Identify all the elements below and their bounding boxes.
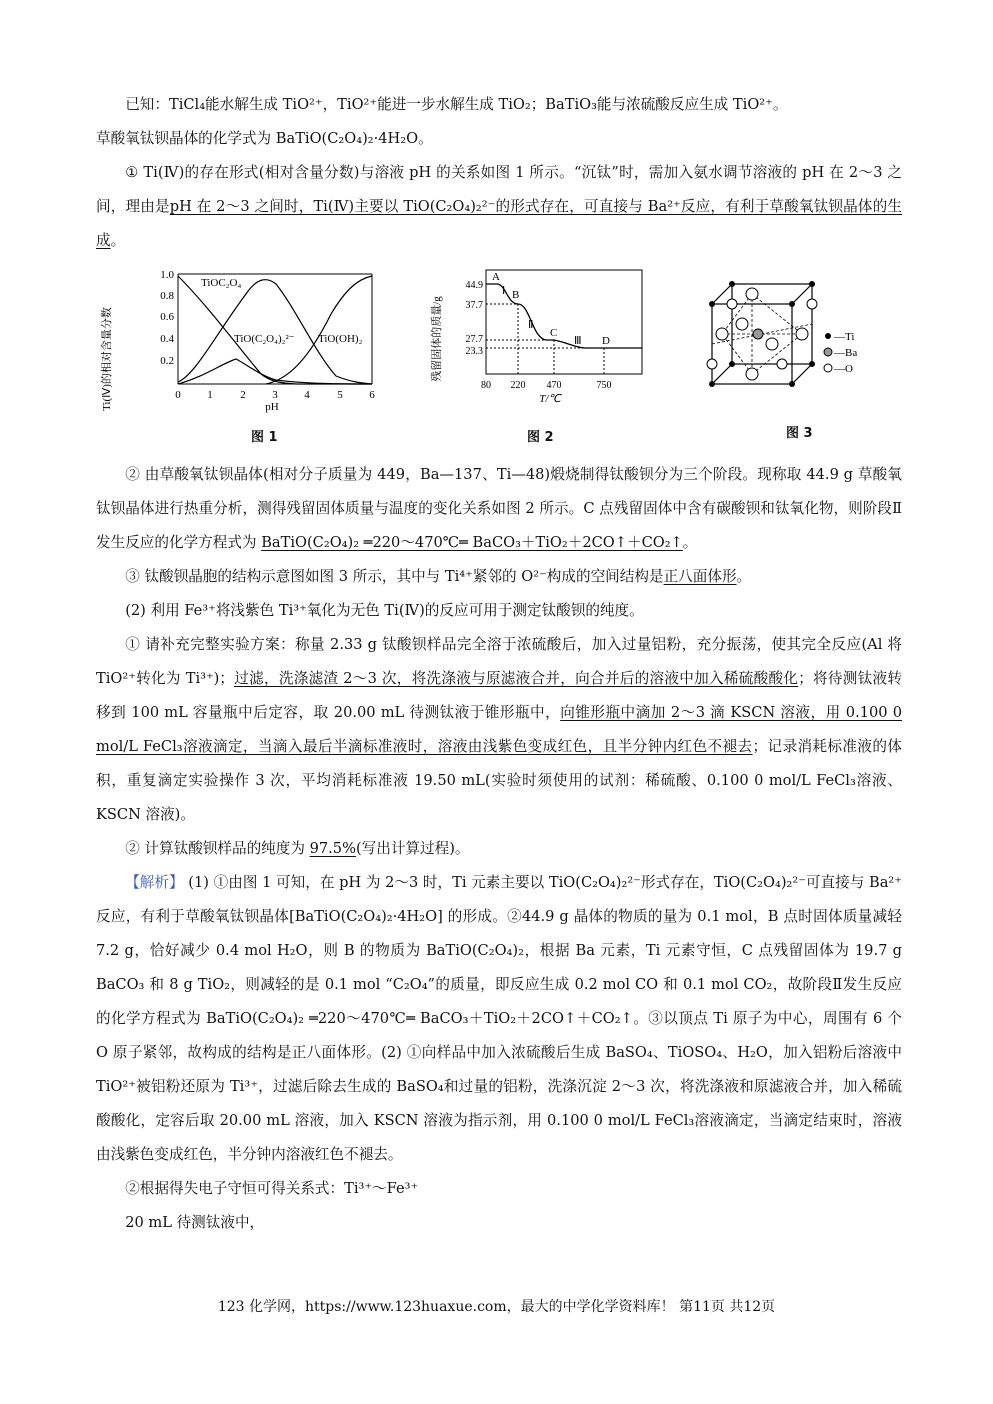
fig2-curve [486, 284, 642, 348]
fig1-xtick: 4 [304, 389, 310, 401]
fig2-ytick: 44.9 [465, 280, 483, 291]
q4-text-2: ；将待测钛液转移到 100 mL 容量瓶中后定容，取 20.00 mL 待测钛液于锥形瓶中， [96, 670, 902, 721]
fig2-stage-label: Ⅱ [528, 319, 534, 331]
fig1-xtick: 2 [240, 389, 246, 401]
figure-2-chart [426, 264, 656, 424]
paragraph-analysis [96, 866, 902, 1172]
fig2-point-label: D [602, 335, 610, 347]
q3-text: ③ 钛酸钡晶胞的结构示意图如图 3 所示，其中与 Ti⁴⁺紧邻的 O²⁻构成的空间结构是 [125, 568, 664, 585]
fig1-ytick: 1.0 [160, 269, 174, 281]
fig2-xtick: 80 [481, 380, 491, 391]
q5-answer: 97.5% [309, 840, 356, 857]
fig1-curve-tioc2o4 [178, 276, 372, 384]
fig2-ytick: 27.7 [465, 334, 483, 345]
document-page [96, 88, 902, 1240]
figure-3-caption: 图 3 [786, 426, 813, 441]
ba-atom [753, 329, 763, 339]
fig1-curve-small [178, 359, 372, 384]
q2-text: ② 由草酸氧钛钡晶体(相对分子质量为 449，Ba—137、Ti—48)煅烧制得钛酸钡分为三个阶段。现称取 44.9 g 草酸氧钛钡晶体进行热重分析，测得残留固体质量与温度的变化关系如图 2 所示。C 点残留固体中含有碳酸钡和钛氧化物，则阶段Ⅱ发生反应的化学方程式为 [96, 466, 902, 551]
figure-2-caption: 图 2 [527, 430, 554, 445]
fig1-curve-label: TiO(OH)₂ [318, 333, 363, 345]
analysis-text: (1) ①由图 1 可知，在 pH 为 2～3 时，Ti 元素主要以 TiO(C₂O₄)₂²⁻形式存在，TiO(C₂O₄)₂²⁻可直接与 Ba²⁺反应，有利于草酸氧钛钡晶体[BaTiO(C₂O₄)₂·4H₂O] 的形成。②44.9 g 晶体的物质的量为 0.1 mol，B 点时固体质量减轻 7.2 g，恰好减少 0.4 mol H₂O，则 B 的物质为 BaTiO(C₂O₄)₂，根据 Ba 元素，Ti 元素守恒，C 点残留固体为 19.7 g BaCO₃ 和 8 g TiO₂，则减轻的是 0.1 mol “C₂O₄”的质量，即反应生成 0.2 mol CO 和 0.1 mol CO₂，故阶段Ⅱ发生反应的化学方程式为 BaTiO(C₂O₄)₂ ═220～470℃═ BaCO₃＋TiO₂＋2CO↑＋CO₂↑。③以顶点 Ti 原子为中心，周围有 6 个 O 原子紧邻，故构成的结构是正八面体形。(2) ①向样品中加入浓硫酸后生成 BaSO₄、TiOSO₄、H₂O，加入铝粉后溶液中 TiO²⁺被铝粉还原为 Ti³⁺，过滤后除去生成的 BaSO₄和过量的铝粉，洗涤沉淀 2～3 次，将洗涤液和原滤液合并，加入稀硫酸酸化，定容后取 20.00 mL 溶液，加入 KSCN 溶液为指示剂，用 0.100 0 mol/L FeCl₃溶液滴定，当滴定结束时，溶液由浅紫色变成红色，半分钟内溶液红色不褪去。 [96, 874, 902, 1163]
figure-1-chart [96, 264, 386, 424]
paragraph-q1 [96, 156, 902, 258]
fig2-stage-label: Ⅲ [574, 335, 582, 347]
legend-ti: —Ti [834, 331, 855, 343]
fig2-point-label: C [550, 327, 558, 339]
legend-ba: —Ba [834, 347, 858, 359]
paragraph-last: 20 mL 待测钛液中， [125, 1214, 265, 1231]
q4-text: ① 请补充完整实验方案：称量 2.33 g 钛酸钡样品完全溶于浓硫酸后，加入过量铝粉，充分振荡，使其完全反应(Al 将 TiO²⁺转化为 Ti³⁺)； [96, 636, 902, 687]
paragraph-known: 已知：TiCl₄能水解生成 TiO²⁺，TiO²⁺能进一步水解生成 TiO₂；BaTiO₃能与浓硫酸反应生成 TiO²⁺。 [125, 96, 788, 113]
figure-3-crystal [696, 264, 902, 424]
fig1-xtick: 3 [272, 389, 278, 401]
fig2-xlabel: T/℃ [539, 393, 561, 405]
fig2-xtick: 750 [596, 380, 612, 391]
fig2-xtick: 470 [546, 380, 562, 391]
legend-ti-dot [825, 333, 831, 339]
legend-o-dot [824, 364, 832, 372]
q4-text-3: ；记录消耗标准液的体积，重复滴定实验操作 3 次，平均消耗标准液 19.50 mL(实验时须使用的试剂：稀硫酸、0.100 0 mol/L FeCl₃溶液、KSCN 溶液)。 [96, 738, 902, 823]
fig2-ytick: 23.3 [465, 346, 483, 357]
q4-answer-1: 过滤，洗涤滤渣 2～3 次，将洗涤液与原滤液合并，向合并后的溶液中加入稀硫酸酸化 [233, 670, 799, 687]
fig1-ytick: 0.6 [160, 311, 174, 323]
fig1-xtick: 0 [175, 389, 181, 401]
paragraph-q3 [96, 560, 902, 594]
paragraph-q4 [96, 628, 902, 832]
fig1-curve-label: TiOC₂O₄ [201, 277, 242, 289]
legend-ba-dot [824, 348, 832, 356]
analysis-tag: 【解析】 [125, 874, 184, 891]
q5-end: (写出计算过程)。 [355, 840, 470, 857]
q1-text: ① Ti(Ⅳ)的存在形式(相对含量分数)与溶液 pH 的关系如图 1 所示。“沉钛”时，需加入氨水调节溶液的 pH 在 2～3 之间，理由是 [96, 164, 902, 215]
fig2-ylabel: 残留固体的质量/g [431, 296, 443, 382]
fig1-xlabel: pH [265, 401, 279, 413]
fig1-xtick: 6 [369, 389, 375, 401]
q3-answer: 正八面体形 [663, 568, 737, 585]
fig2-stage-label: Ⅰ [502, 285, 506, 297]
fig1-ytick: 0.8 [160, 290, 174, 302]
fig1-curve-tioc2o4-2 [178, 280, 372, 384]
fig2-point-label: A [492, 271, 500, 283]
q1-end: 。 [110, 232, 126, 249]
paragraph-q2 [96, 458, 902, 560]
paragraph-relation: ②根据得失电子守恒可得关系式：Ti³⁺～Fe³⁺ [125, 1180, 419, 1197]
q4-answer-2: 向锥形瓶中滴加 2～3 滴 KSCN 溶液，用 0.100 0 mol/L FeCl₃溶液滴定，当滴入最后半滴标准液时，溶液由浅紫色变成红色，且半分钟内红色不褪去 [96, 704, 903, 755]
q5-text: ② 计算钛酸钡样品的纯度为 [125, 840, 305, 857]
fig2-ytick: 37.7 [465, 300, 483, 311]
fig1-ytick: 0.2 [160, 355, 174, 367]
fig2-xtick: 220 [510, 380, 526, 391]
fig1-xtick: 1 [207, 389, 213, 401]
paragraph-q5 [96, 832, 902, 866]
q3-end: 。 [736, 568, 752, 585]
q2-answer: BaTiO(C₂O₄)₂ ═220～470℃═ BaCO₃＋TiO₂＋2CO↑＋CO₂↑ [261, 534, 683, 551]
figures-row [96, 264, 902, 450]
paragraph-part2: (2) 利用 Fe³⁺将浅紫色 Ti³⁺氧化为无色 Ti(Ⅳ)的反应可用于测定钛酸钡的纯度。 [125, 602, 644, 619]
fig2-point-label: B [512, 289, 520, 301]
page-footer: 123 化学网，https://www.123huaxue.com，最大的中学化学资料库！ 第11页 共12页 [217, 1299, 776, 1315]
q2-end: 。 [682, 534, 698, 551]
q1-answer: pH 在 2～3 之间时，Ti(Ⅳ)主要以 TiO(C₂O₄)₂²⁻的形式存在，可直接与 Ba²⁺反应，有利于草酸氧钛钡晶体的生成 [96, 198, 902, 249]
fig1-xtick: 5 [337, 389, 343, 401]
paragraph-formula: 草酸氧钛钡晶体的化学式为 BaTiO(C₂O₄)₂·4H₂O。 [96, 130, 433, 147]
fig1-ytick: 0.4 [160, 333, 174, 345]
fig1-curve-label: TiO(C₂O₄)₂²⁻ [234, 333, 295, 345]
figure-1-caption: 图 1 [251, 430, 278, 445]
legend-o: —O [834, 363, 853, 375]
fig1-ylabel: Ti(Ⅳ)的相对含量分数 [101, 307, 113, 411]
